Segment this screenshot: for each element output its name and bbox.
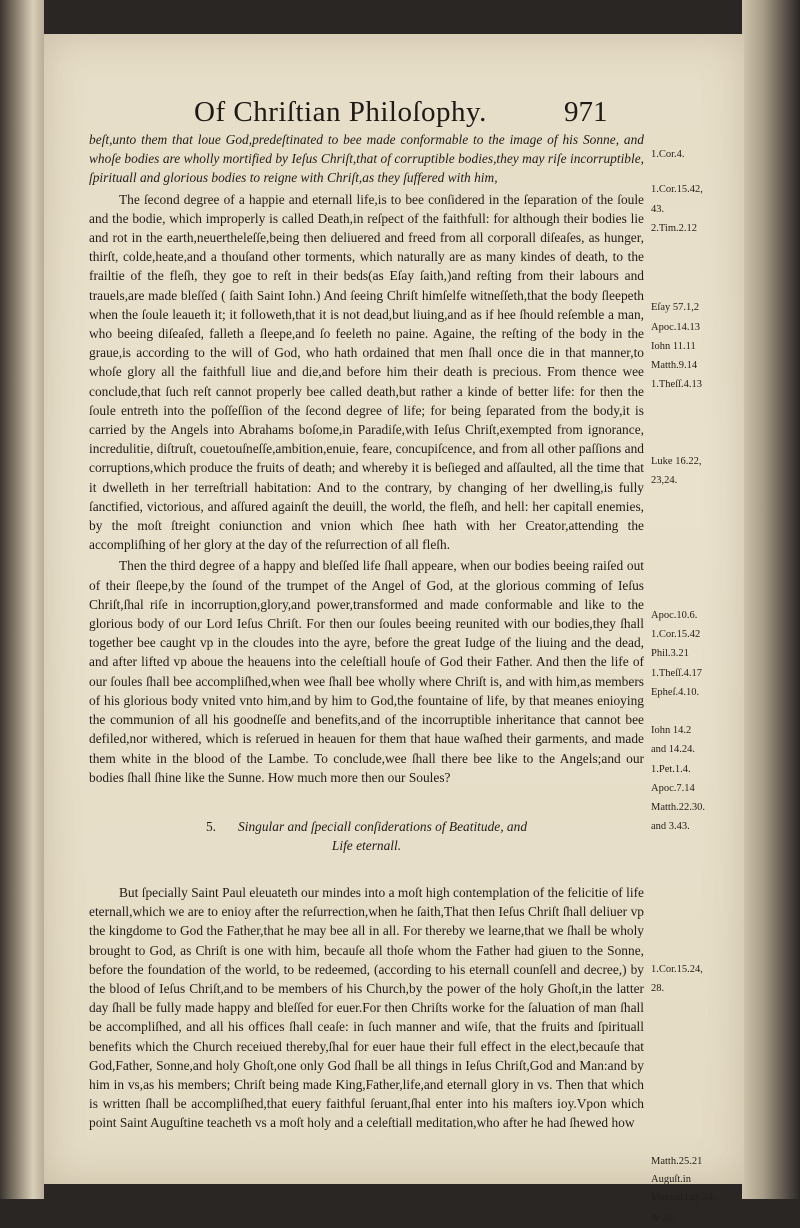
section-number: 5. bbox=[205, 818, 217, 834]
margin-note: 43. bbox=[651, 204, 665, 215]
margin-note: 1.Cor.4. bbox=[651, 149, 685, 160]
page-number: 971 bbox=[564, 96, 608, 128]
main-text-column bbox=[89, 130, 644, 1133]
margin-note: Epheſ.4.10. bbox=[651, 687, 700, 698]
margin-note: and 14.24. bbox=[651, 744, 696, 755]
margin-note: 1.Theſſ.4.17 bbox=[651, 668, 703, 679]
left-book-gutter bbox=[0, 0, 44, 1199]
section-heading-line-1: Singular and ſpeciall conſiderations of Beatitude, and bbox=[238, 818, 528, 834]
margin-note: 28. bbox=[651, 983, 665, 994]
margin-note: Auguſt.in Manual.cap.34. bbox=[651, 1174, 717, 1203]
margin-note: Matth.9.14 bbox=[651, 360, 698, 371]
paragraph-opening: beſt,unto them that loue God,predeſtinated to bee made conformable to the image of his Sonne, and whoſe bodies are wholly mortified by Ieſus Chriſt,that of corruptible bodies,they may riſe incorruptible, ſpirituall and glorious bodies to reigne with Chriſt,as they ſuffered with him, bbox=[89, 132, 644, 186]
margin-note: 1.Cor.15.42 bbox=[651, 629, 701, 640]
margin-note: Iohn 11.11 bbox=[651, 341, 696, 352]
margin-note: 1.Cor.15.42, bbox=[651, 184, 703, 195]
margin-note: Matth.25.21 bbox=[651, 1156, 703, 1167]
book-page bbox=[44, 34, 744, 1224]
paragraph-third-degree: Then the third degree of a happy and bleſſed life ſhall appeare, when our bodies beeing raiſed out of their ſleepe,by the ſound of the trumpet of the Angel of God, at the glorious comming of Ieſus Chriſt,ſhal riſe in incorruption,glory,and power,transformed and made conformable and like to the glorious body of our Lord Ieſus Chriſt. For then our ſoules beeing reunited with our bodies,they ſhall together bee caught vp in the cloudes into the ayre, before the great Iudge of the liuing and the dead, and after lifted vp aboue the heauens into the celeſtiall houſe of God their Father. And then the life of our ſoules ſhall bee accompliſhed,when wee ſhall bee wholly where Chriſt is, and with him,as members of his glorious body vnited vnto him,and by him to God,the fountaine of life, by that meanes enioying the communion of all his goodneſſe and benefits,and of the incorruptible inheritance that cannot bee defiled,nor withered, which is reſerued in heauen for them that haue waſhed their garments, and made them white in the blood of the Lambe. To conclude,wee ſhall there bee like to the Angels;and our bodies ſhall ſhine like the Sunne. How much more then our Soules? bbox=[89, 558, 644, 785]
running-title: Of Chriſtian Philoſophy. bbox=[194, 96, 487, 128]
margin-note: Matth.22.30. bbox=[651, 802, 705, 813]
margin-note: Apoc.7.14 bbox=[651, 783, 695, 794]
paragraph-saint-paul: But ſpecially Saint Paul eleuateth our mindes into a moſt high contemplation of the felicitie of life eternall,which we are to enioy after the reſurrection,when he ſaith,That then Ieſus Chriſt ſhall deliuer vp the kingdome to God the Father,that he may bee all in all. For thereby we learne,that we ſhall be wholy brought to God, as Chriſt is one with him, becauſe all thoſe whom the Father had giuen to the Sonne, before the foundation of the world, to be redeemed, (according to his eternall counſell and decree,) by the blood of Ieſus Chriſt,and to be members of his Church,by the power of the holy Ghoſt,in the latter day ſhall be fully made happy and bleſſed for euer.For then Chriſts worke for the ſaluation of man ſhall be accompliſhed, and all his offices ſhall ceaſe: in ſuch manner and wiſe, that the fruits and ſpirituall benefits which the Church receiued thereby,ſhal for euer haue their full effect in the elect,becauſe that God,Father, Sonne,and holy Ghoſt,one only God ſhall be all things in Ieſus Chriſt,God and Man:and by him in vs,as his members; Chriſt being made King,Father,life,and eternall glory in vs. Then that which is written ſhall be accompliſhed,that euery faithful ſeruant,ſhal enter into his maſters ioy.Vpon which point Saint Auguſtine teacheth vs a moſt holy and a celeſtiall meditation,who after he had ſhewed how bbox=[89, 884, 644, 1131]
margin-note: 23,24. bbox=[651, 475, 678, 486]
margin-note: Luke 16.22, bbox=[651, 456, 702, 467]
margin-note: and 3.43. bbox=[651, 821, 690, 832]
margin-note: 1.Pet.1.4. bbox=[651, 764, 691, 775]
margin-note: & 35. bbox=[651, 1213, 675, 1224]
margin-note: 1.Theſſ.4.13 bbox=[651, 379, 703, 390]
section-heading-line-2: Life eternall. bbox=[331, 837, 402, 853]
margin-note: Apoc.14.13 bbox=[651, 322, 700, 333]
section-heading bbox=[89, 817, 644, 855]
margin-note: Apoc.10.6. bbox=[651, 610, 698, 621]
margin-note: Phil.3.21 bbox=[651, 648, 689, 659]
margin-note: Eſay 57.1,2 bbox=[651, 302, 700, 313]
margin-note: 2.Tim.2.12 bbox=[651, 223, 698, 234]
paragraph-second-degree: The ſecond degree of a happie and eternall life,is to bee conſidered in the ſeparation of the ſoule and the bodie, which improperly is called Death,in reſpect of the faithfull: for although their bodies lie and rot in the earth,neuertheleſſe,being then deliuered and freed from all corporall diſeaſes, as hunger, thirſt, colde,heate,and a thouſand other torments, which naturally are as many kindes of death, to the frailtie of the fleſh, they goe to reſt in their beds(as Eſay ſaith,)and reſting from their labours and trauels,are made bleſſed ( ſaith Saint Iohn.) And ſeeing Chriſt himſelfe witneſſeth,that the body ſleepeth when the ſoule leaueth it; it followeth,that it is not dead,but liuing,and as if hee ſhould reſemble a man, who beeing diſeaſed, falleth a ſleepe,and ſo feeleth no paine. Againe, the reſting of the body in the graue,is according to the will of God, who hath ordained that men ſhall once die in that manner,to whoſe glory all the faithfull liue and die,and before him their death is precious. From thence wee conclude,that ſuch reſt cannot properly bee called death,but rather a kinde of better life: for then the ſoule entreth into the poſſeſſion of the ſecond degree of life; for being ſeparated from the body,it is carried by the Angels into Abrahams boſome,in Paradiſe,with Ieſus Chriſt,exempted from ignorance, incredulitie, diſtruſt, couetouſneſſe,ambition,enuie, feare, concupiſcence, and from all other paſſions and corruptions,which produce the fruits of death; and whereby it is beſieged and aſſaulted, all the time that it dwelleth in her terreſtriall habitation: And to the contrary, by changing of her dwelling,is fully ſanctified, victorious, and aſſured againſt the deuill, the world, the fleſh, and hell: her capitall enemies, by the moſt ſtreight coniunction and vnion which ſhee hath with her Creator,attending the accompliſhing of her glory at the day of the reſurrection of all fleſh. bbox=[89, 191, 644, 553]
margin-note: Iohn 14.2 bbox=[651, 725, 692, 736]
margin-note: 1.Cor.15.24, bbox=[651, 964, 703, 975]
right-page-edges bbox=[742, 0, 800, 1199]
